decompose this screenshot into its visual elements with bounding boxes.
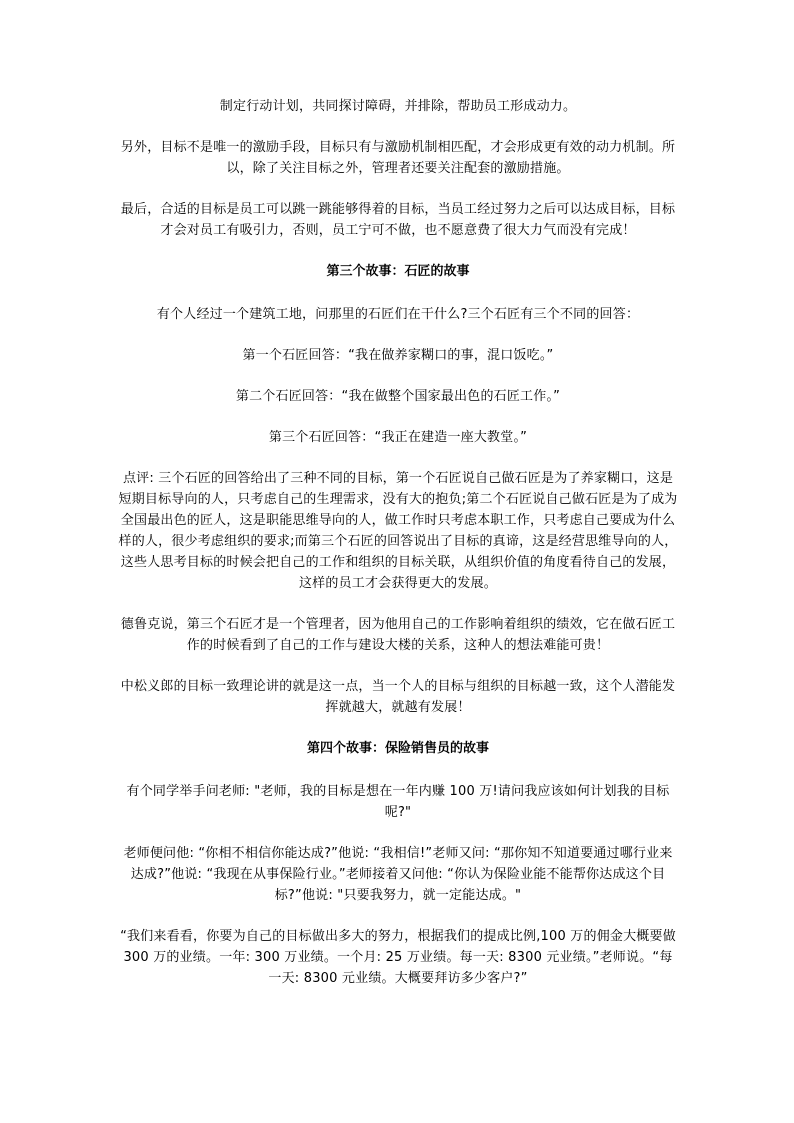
paragraph: 制定行动计划，共同探讨障碍，并排除，帮助员工形成动力。 <box>219 99 577 114</box>
paragraph: 最后，合适的目标是员工可以跳一跳能够得着的目标，当员工经过努力之后可以达成目标，目标才会对员工有吸引力，否则，员工宁可不做，也不愿意费了很大力气而没有完成！ <box>120 202 676 238</box>
section-heading-story3: 第三个故事：石匠的故事 <box>326 264 470 279</box>
paragraph: 德鲁克说，第三个石匠才是一个管理者，因为他用自己的工作影响着组织的绩效，它在做石匠工作的时候看到了自己的工作与建设大楼的关系，这种人的想法难能可贵！ <box>120 617 676 653</box>
paragraph: 点评: 三个石匠的回答给出了三种不同的目标，第一个石匠说自己做石匠是为了养家糊口，这是短期目标导向的人，只考虑自己的生理需求，没有大的抱负;第二个石匠说自己做石匠是为了成为全国最出色的匠人，这是职能思维导向的人，做工作时只考虑本职工作，只考虑自己要成为什么样的人，很少考虑组织的要求;而第三个石匠的回答说出了目标的真谛，这是经营思维导向的人，这些人思考目标的时候会把自己的工作和组织的目标关联，从组织价值的角度看待自己的发展，这样的员工才会获得更大的发展。 <box>118 471 678 591</box>
paragraph: 有个同学举手问老师: "老师，我的目标是想在一年内赚 100 万!请问我应该如何计划我的目标呢?" <box>126 784 670 820</box>
paragraph: 第二个石匠回答：“我在做整个国家最出色的石匠工作。” <box>235 389 561 404</box>
paragraph: 中松义郎的目标一致理论讲的就是这一点，当一个人的目标与组织的目标越一致，这个人潜能发挥就越大，就越有发展！ <box>120 679 676 715</box>
paragraph: 另外，目标不是唯一的激励手段，目标只有与激励机制相匹配，才会形成更有效的动力机制。所以，除了关注目标之外，管理者还要关注配套的激励措施。 <box>120 140 676 176</box>
paragraph: 第一个石匠回答：“我在做养家糊口的事，混口饭吃。” <box>242 348 554 363</box>
paragraph: 第三个石匠回答：“我正在建造一座大教堂。” <box>268 430 528 445</box>
paragraph: 老师便问他: “你相不相信你能达成?”他说: “我相信!”老师又问: “那你知不知道要通过哪行业来达成?”他说: “我现在从事保险行业。”老师接着又问他: “你认为保险业能不能帮你达成这个目标?”他说: "只要我努力，就一定能达成。" <box>123 846 673 903</box>
section-heading-story4: 第四个故事：保险销售员的故事 <box>306 741 489 756</box>
document-body <box>118 96 678 1009</box>
paragraph: 有个人经过一个建筑工地，问那里的石匠们在干什么?三个石匠有三个不同的回答： <box>156 307 640 322</box>
paragraph: “我们来看看，你要为自己的目标做出多大的努力，根据我们的提成比例,100 万的佣金大概要做 300 万的业绩。一年: 300 万业绩。一个月: 25 万业绩。每一天: 8300 元业绩。”老师说。“每一天: 8300 元业绩。大概要拜访多少客户?” <box>120 929 676 986</box>
